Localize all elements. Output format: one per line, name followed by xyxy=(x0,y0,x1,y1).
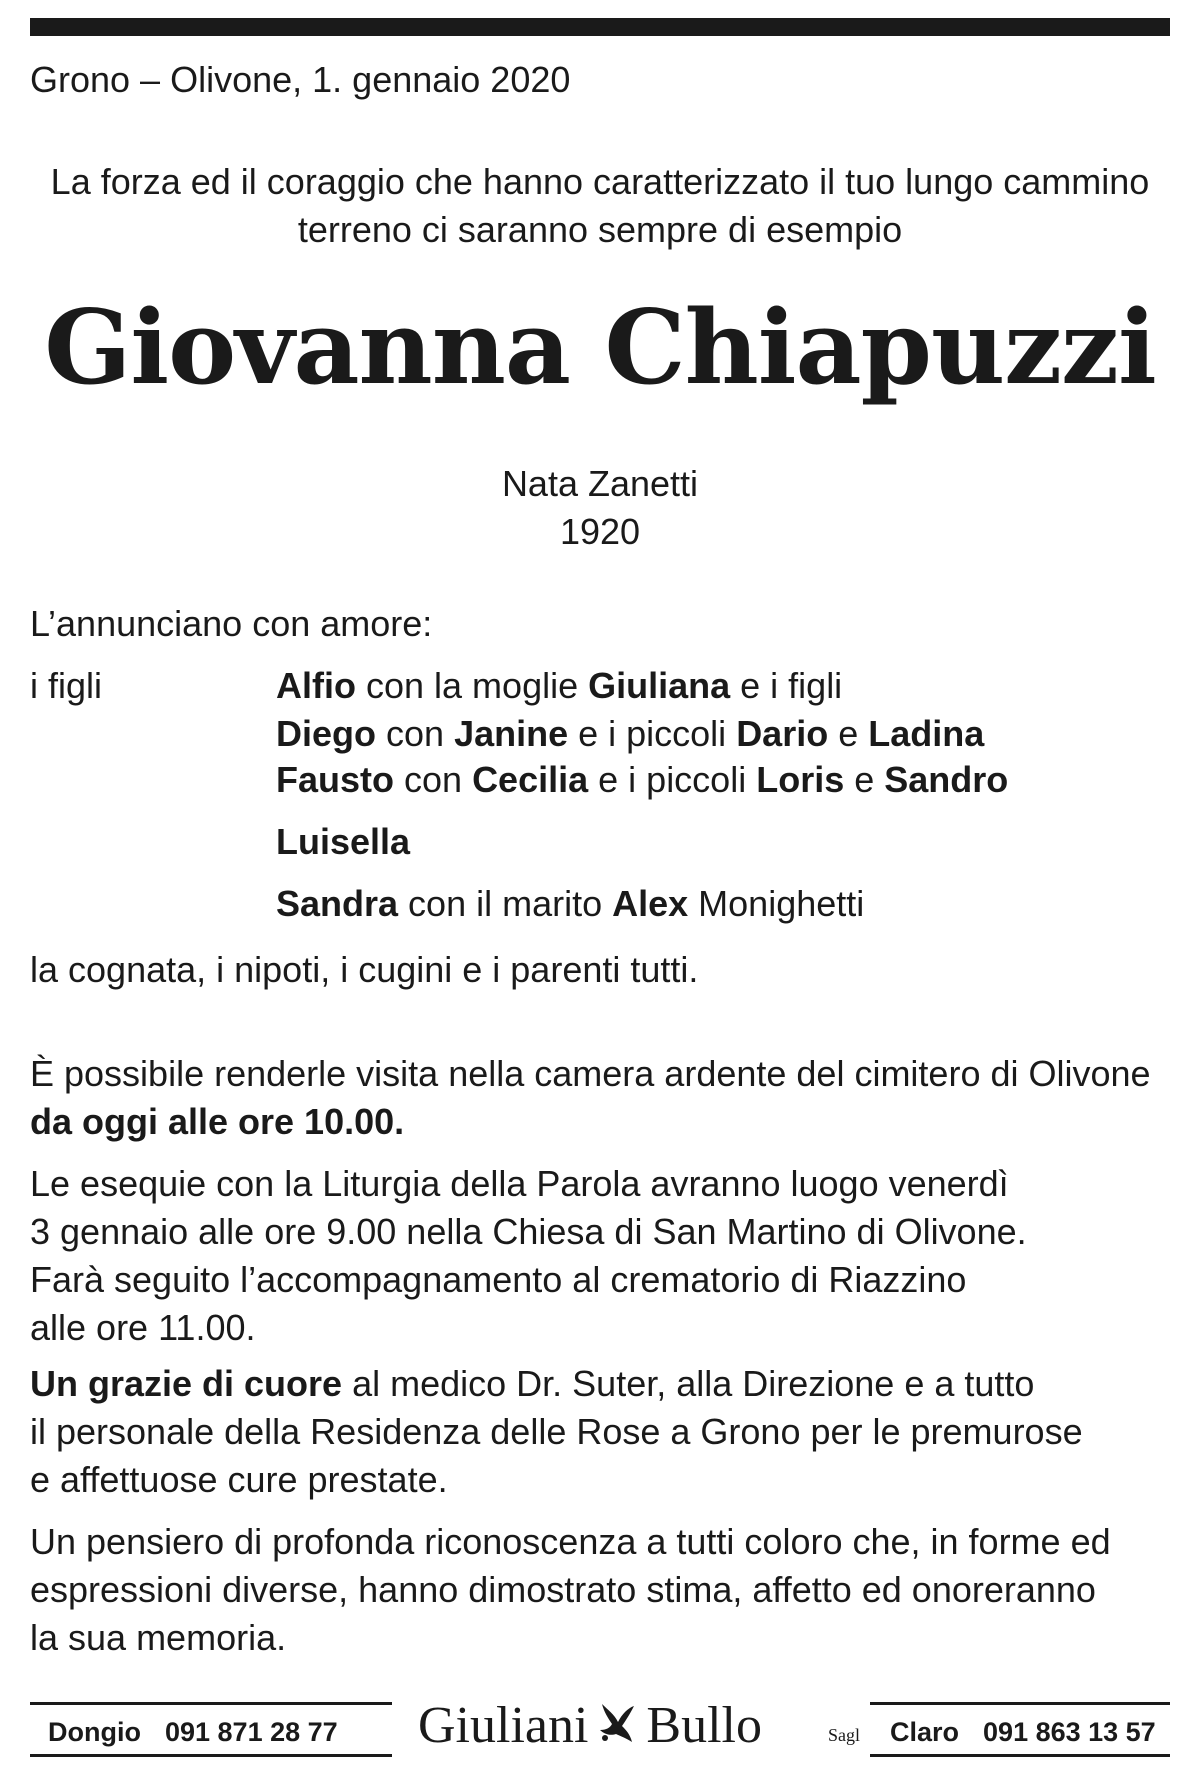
text-run: Farà seguito l’accompagnamento al crematorio di Riazzino xyxy=(30,1259,967,1300)
paragraph-line xyxy=(30,1304,1180,1352)
place-date: Grono – Olivone, 1. gennaio 2020 xyxy=(30,59,571,100)
paragraph-line xyxy=(30,1566,1180,1614)
paragraph-line xyxy=(30,1098,1180,1146)
paragraph-line xyxy=(30,1614,1180,1662)
footer-right-place: Claro xyxy=(890,1717,960,1747)
text-run: con xyxy=(376,713,455,754)
footer-right-contact xyxy=(890,1716,1156,1748)
bold-text: Sandro xyxy=(884,759,1009,800)
family-line xyxy=(276,818,410,866)
quote-line: terreno ci saranno sempre di esempio xyxy=(297,209,903,250)
family-line xyxy=(276,662,842,710)
quote-line: La forza ed il coraggio che hanno caratterizzato il tuo lungo cammino xyxy=(50,161,1150,202)
text-run: e affettuose cure prestate. xyxy=(30,1459,448,1500)
bold-text: Alex xyxy=(612,883,689,924)
funeral-home-logo xyxy=(418,1694,762,1762)
bold-text: Sandra xyxy=(276,883,399,924)
text-run: il personale della Residenza delle Rose a Grono per le premurose xyxy=(30,1411,1083,1452)
logo-suffix: Sagl xyxy=(828,1725,861,1745)
paragraph-line xyxy=(30,1208,1180,1256)
visit-paragraph xyxy=(30,1050,1180,1146)
paragraph-line xyxy=(30,1360,1180,1408)
bold-text: Luisella xyxy=(276,821,411,862)
gratitude-paragraph xyxy=(30,1518,1180,1662)
text-run: 3 gennaio alle ore 9.00 nella Chiesa di San Martino di Olivone. xyxy=(30,1211,1027,1252)
family-line xyxy=(276,710,984,758)
text-run: Le esequie con la Liturgia della Parola avranno luogo venerdì xyxy=(30,1163,1009,1204)
bold-text: Diego xyxy=(276,713,377,754)
text-run: È possibile renderle visita nella camera ardente del cimitero di Olivone xyxy=(30,1053,1151,1094)
text-run: alle ore 11.00. xyxy=(30,1307,256,1348)
family-line xyxy=(276,756,1008,804)
footer xyxy=(0,1690,1200,1760)
footer-rule-left-bottom xyxy=(30,1754,392,1757)
family-line xyxy=(276,880,864,928)
paragraph-line xyxy=(30,1456,1180,1504)
bold-text: Cecilia xyxy=(472,759,589,800)
maiden-name: Nata Zanetti xyxy=(501,463,699,504)
logo-text-left: Giuliani xyxy=(418,1697,589,1754)
text-run: con xyxy=(394,759,473,800)
children-label: i figli xyxy=(30,665,103,706)
footer-rule-right-bottom xyxy=(870,1754,1170,1757)
text-run: con la moglie xyxy=(355,665,589,706)
text-run: Monighetti xyxy=(688,883,865,924)
text-run: Un pensiero di profonda riconoscenza a tutti coloro che, in forme ed xyxy=(30,1521,1111,1562)
footer-right-phone: 091 863 13 57 xyxy=(983,1717,1156,1747)
quote xyxy=(30,158,1170,254)
announcement-intro: L’annunciano con amore: xyxy=(30,603,433,644)
bold-text: Loris xyxy=(756,759,845,800)
footer-left-phone: 091 871 28 77 xyxy=(164,1717,338,1747)
bold-text: Janine xyxy=(454,713,569,754)
bold-text: da oggi alle ore 10.00. xyxy=(30,1101,405,1142)
funeral-paragraph xyxy=(30,1160,1180,1352)
text-run: e xyxy=(828,713,869,754)
bold-text: Giuliana xyxy=(588,665,731,706)
text-run: la sua memoria. xyxy=(30,1617,287,1658)
bold-text: Fausto xyxy=(276,759,395,800)
logo-text-right: Bullo xyxy=(646,1697,762,1754)
bold-text: Un grazie di cuore xyxy=(30,1363,343,1404)
footer-left-contact xyxy=(48,1716,338,1748)
text-run: espressioni diverse, hanno dimostrato stima, affetto ed onoreranno xyxy=(30,1569,1096,1610)
text-run: e i piccoli xyxy=(588,759,757,800)
deceased-name: Giovanna Chiapuzzi xyxy=(44,288,1156,408)
paragraph-line xyxy=(30,1256,1180,1304)
bold-text: Dario xyxy=(736,713,829,754)
paragraph-line xyxy=(30,1518,1180,1566)
text-run: con il marito xyxy=(398,883,613,924)
footer-rule-right xyxy=(870,1702,1170,1705)
text-run: e xyxy=(844,759,885,800)
birth-info xyxy=(30,460,1170,556)
paragraph-line xyxy=(30,1050,1180,1098)
paragraph-line xyxy=(30,1160,1180,1208)
paragraph-line xyxy=(30,1408,1180,1456)
bold-text: Alfio xyxy=(276,665,356,706)
text-run: e i figli xyxy=(730,665,843,706)
dove-icon xyxy=(596,1698,638,1762)
text-run: e i piccoli xyxy=(568,713,737,754)
thanks-paragraph xyxy=(30,1360,1180,1504)
birth-year: 1920 xyxy=(559,511,641,552)
other-relatives: la cognata, i nipoti, i cugini e i parenti tutti. xyxy=(30,949,699,990)
footer-rule-left xyxy=(30,1702,392,1705)
top-rule xyxy=(30,18,1170,36)
footer-left-place: Dongio xyxy=(48,1717,141,1747)
bold-text: Ladina xyxy=(868,713,985,754)
text-run: al medico Dr. Suter, alla Direzione e a tutto xyxy=(342,1363,1035,1404)
